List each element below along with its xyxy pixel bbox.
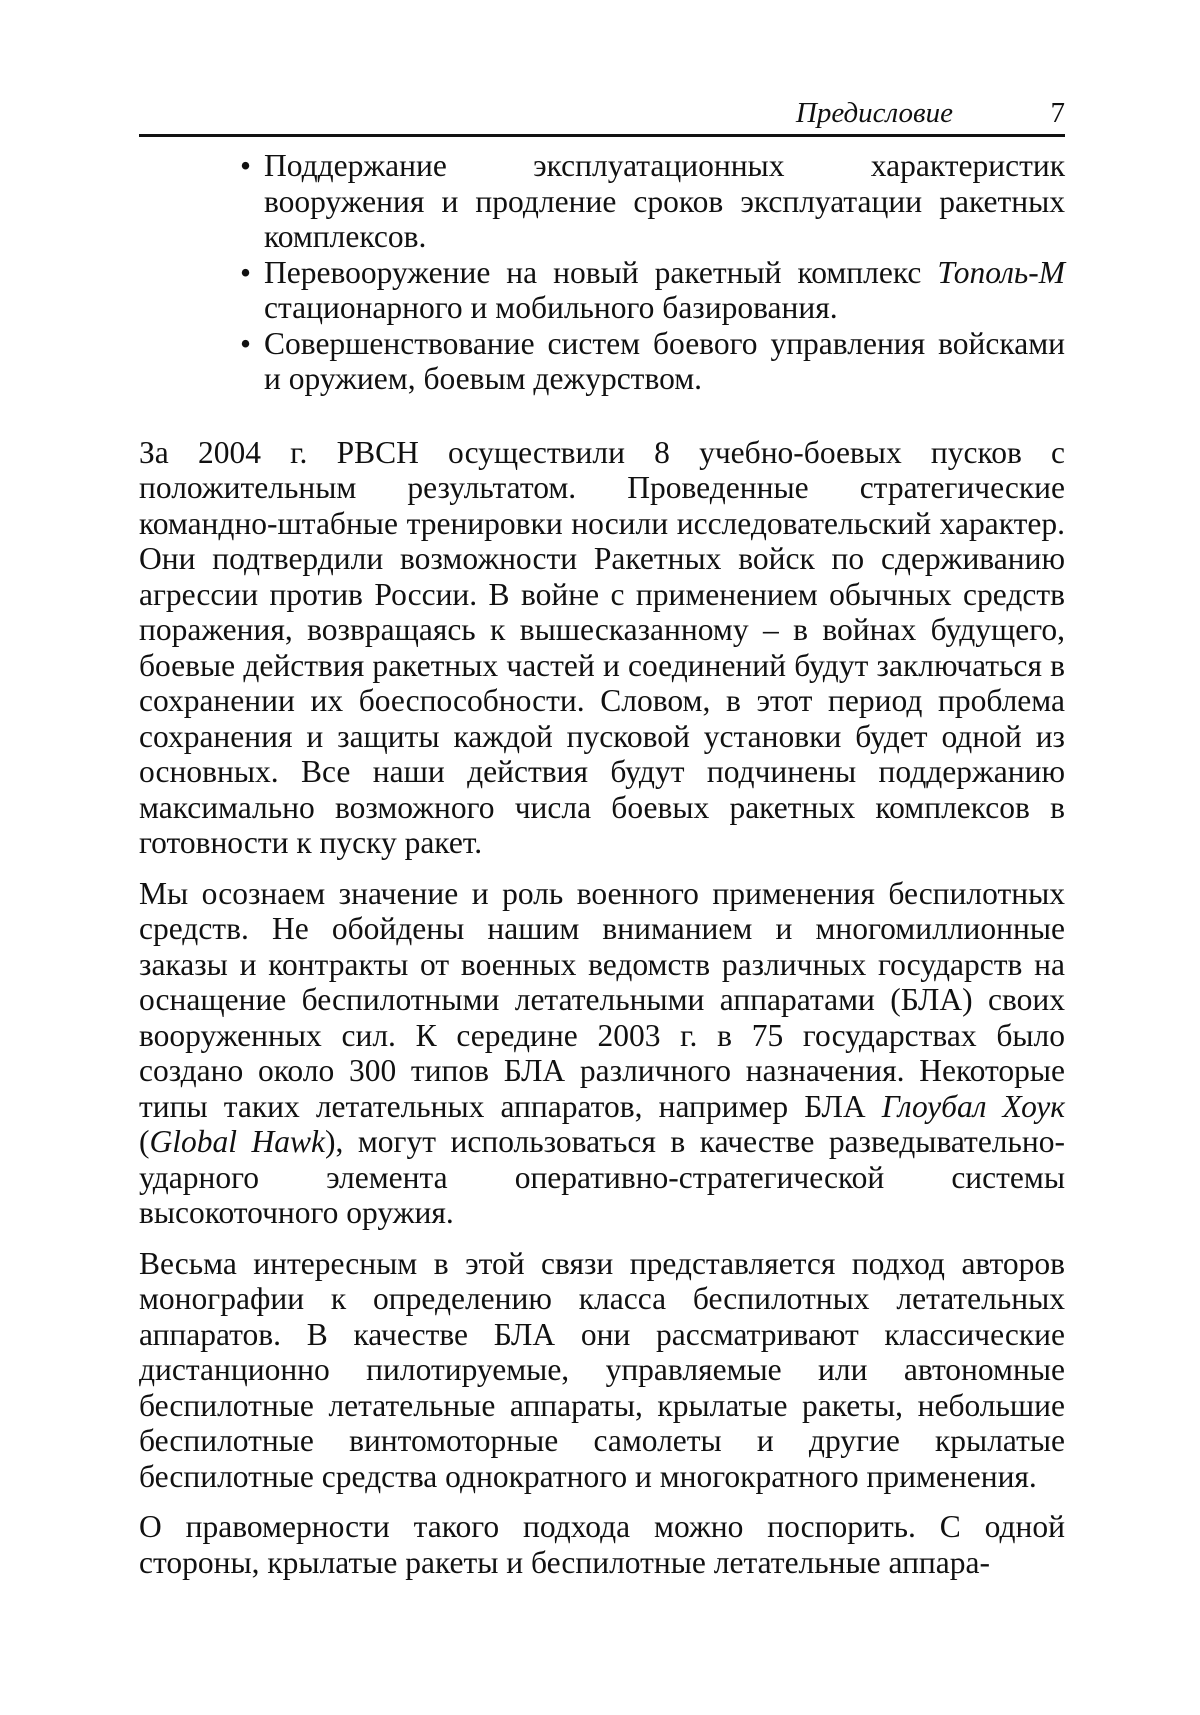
uav-name-en: Global Hawk bbox=[149, 1124, 325, 1159]
bullet-icon: • bbox=[240, 325, 252, 361]
bullet-text: Совершенствование систем боевого управления войсками и оружием, боевым дежурством. bbox=[264, 325, 1065, 396]
paragraph-2-part-3: ), могут использоваться в качестве разведывательно-ударного элемента оперативно-стратегической системы высокоточного оружия. bbox=[139, 1124, 1065, 1230]
bullet-text-end: стационарного и мобильного базирования. bbox=[264, 290, 838, 325]
body-text bbox=[139, 148, 1065, 1595]
paragraph-2 bbox=[139, 876, 1065, 1231]
paragraph-2-part-2: ( bbox=[139, 1124, 150, 1159]
bullet-icon: • bbox=[240, 148, 252, 183]
page-number: 7 bbox=[1050, 97, 1065, 129]
paragraph-4: О правомерности такого подхода можно поспорить. С одной стороны, крылатые ракеты и беспилотные летательные аппара- bbox=[139, 1509, 1065, 1580]
bullet-item bbox=[240, 325, 1065, 397]
running-title: Предисловие bbox=[795, 97, 953, 129]
bullet-list bbox=[139, 148, 1065, 397]
bullet-item bbox=[240, 148, 1065, 255]
bullet-item bbox=[240, 254, 1065, 326]
running-head bbox=[139, 96, 1065, 137]
bullet-icon: • bbox=[240, 254, 252, 290]
bullet-text-start: Перевооружение на новый ракетный комплекс bbox=[264, 254, 938, 290]
paragraph-2-part-1: Мы осознаем значение и роль военного применения беспилотных средств. Не обойдены нашим вниманием и многомиллионные заказы и контракты от военных ведомств различных государств на оснащение беспилотными летательными аппаратами (БЛА) своих вооруженных сил. К середине 2003 г. в 75 государствах было создано около 300 типов БЛА различного назначения. Некоторые типы таких летательных аппаратов, например БЛА bbox=[139, 875, 1065, 1124]
paragraph-3: Весьма интересным в этой связи представляется подход авторов монографии к определению класса беспилотных летательных аппаратов. В качестве БЛА они рассматривают классические дистанционно пилотируемые, управляемые или автономные беспилотные летательные аппараты, крылатые ракеты, небольшие беспилотные винтомоторные самолеты и другие крылатые беспилотные средства однократного и многократного применения. bbox=[139, 1245, 1065, 1494]
missile-name: Тополь-М bbox=[937, 254, 1065, 290]
bullet-text: Поддержание эксплуатационных характеристик вооружения и продление сроков эксплуатации ракетных комплексов. bbox=[264, 148, 1065, 254]
uav-name-ru: Глоубал Хоук bbox=[881, 1088, 1065, 1124]
paragraph-1: За 2004 г. РВСН осуществили 8 учебно-боевых пусков с положительным результатом. Проведенные стратегические командно-штабные тренировки носили исследовательский характер. Они подтвердили возможности Ракетных войск по сдерживанию агрессии против России. В войне с применением обычных средств поражения, возвращаясь к вышесказанному – в войнах будущего, боевые действия ракетных частей и соединений будут заключаться в сохранении их боеспособности. Словом, в этот период проблема сохранения и защиты каждой пусковой установки будет одной из основных. Все наши действия будут подчинены поддержанию максимально возможного числа боевых ракетных комплексов в готовности к пуску ракет. bbox=[139, 434, 1065, 860]
